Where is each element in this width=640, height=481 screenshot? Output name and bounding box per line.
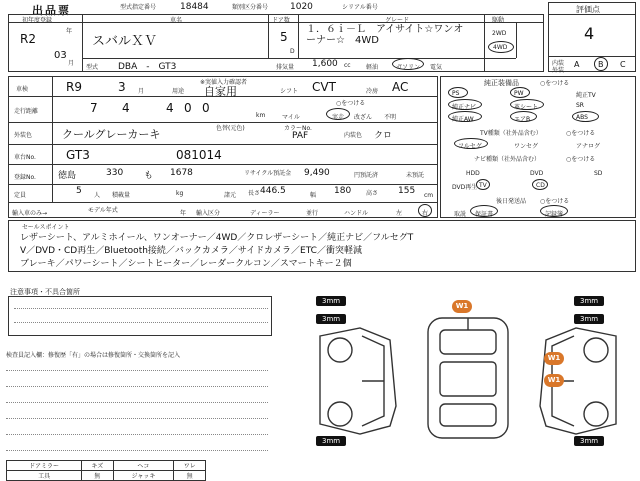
equipment-item: ABS [576,114,588,121]
recycle-value: 9,490 [304,168,330,178]
exterior-label: 外装 [552,67,565,74]
length-value: 446.5 [260,186,286,196]
damage-mark-side-1: W1 [544,352,564,365]
table-cell-jack-value: 無 [174,471,206,481]
type-no-value: 18484 [180,2,209,12]
selling-points-title: セールスポイント [22,224,70,231]
chassis-number: 081014 [176,148,222,162]
category-label: 類別区分番号 [232,4,269,11]
color-change-label: 色替(元色) [216,125,245,132]
selling-point-line-3: ブレーキ／パワーシート／シートヒーター／レーダークルコン／スマートキー２個 [20,259,352,269]
mileage-unit: km [256,112,266,119]
chassis-code: GT3 [66,148,90,162]
table-header-dent: ヘコ [113,461,174,471]
exterior-color-value: クールグレーカーキ [62,128,161,141]
table-header-crack: ワレ [174,461,206,471]
notes-area [8,296,272,336]
doors-label: ドア数 [272,17,290,24]
table-cell-tools-value: 無 [82,471,113,481]
model-code-value: DBA - GT3 [118,62,177,72]
scratch-tag-mid-left: 3mm [316,314,346,324]
mileage-status-unknown: 不明 [384,114,397,121]
mileage-digit-5: 0 [202,101,210,115]
registration-label: 登録No. [14,174,36,181]
handle-left: 左 [396,210,403,217]
doors-suffix: D [290,48,295,55]
equipment-item: SR [576,102,584,109]
height-label: 高さ [366,190,379,197]
score-value: 4 [584,24,595,43]
tv-fullseg: フルセグ [458,143,482,150]
color-no-value: PAF [292,131,309,141]
car-name-label: 車名 [170,17,183,24]
equipment-item: 純正TV [576,92,596,99]
doors-value: 5 [280,30,288,44]
fuel-electric: 電気 [430,64,443,71]
chassis-label: 車台No. [14,154,36,161]
color-no-label: カラーNo. [284,125,312,132]
scratch-tag-bottom-left: 3mm [316,436,346,446]
fuel-diesel: 軽油 [366,64,379,71]
grade-value: １．６ｉ－Ｌ アイサイト☆ワンオーナー☆ 4WD [306,24,464,46]
ac-value: AC [392,80,409,94]
interior-color-value: クロ [374,131,393,141]
nav-hdd: HDD [466,170,480,177]
registration-hiragana: も [144,171,154,181]
equipment-item: エアB [514,116,531,123]
mileage-digit-2: 4 [122,101,130,115]
import-type-label: 輸入区分 [196,210,221,217]
drive-4wd: 4WD [493,44,508,51]
equipment-item: 革シート [514,104,539,111]
car-name-value: スバルＸＶ [92,34,158,49]
scratch-tag-mid-right: 3mm [574,314,604,324]
equipment-item: PS [452,90,460,97]
first-reg-era: R2 [20,32,36,46]
nav-dvd: DVD [530,170,544,177]
equipment-title: 純正装備品 [484,79,519,87]
registration-region: 徳島 [58,171,77,181]
damage-mark-side-2: W1 [544,374,564,387]
nav-cd: CD [536,182,545,189]
tv-title: TV種類（社外品含む） [480,130,542,137]
scratch-tag-top-left: 3mm [316,296,346,306]
usage-header: ※実値入力確認者 [200,79,248,86]
drive-label: 駆動 [492,17,505,24]
interior-label: 内装 [552,60,565,67]
mileage-label: 走行距離 [14,108,39,115]
sheet-title: 出品票 [32,4,71,17]
nav-dvd-play: DVD再生 [452,184,478,191]
displacement-unit: cc [344,62,351,69]
height-value: 155 [398,186,416,196]
damage-mark-front: W1 [452,300,472,313]
nav-note: ○をつける [566,156,596,163]
bottom-table [6,460,206,481]
scratch-tag-top-right: 3mm [574,296,604,306]
displacement-label: 排気量 [276,64,295,71]
inspection-era: R9 [66,80,82,94]
mileage-digit-4: 0 [184,101,192,115]
first-reg-month: 03 [54,50,67,61]
car-diagram [300,296,636,456]
import-label: 輸入車のみ→ [12,210,48,217]
first-reg-year-suffix: 年 [66,28,73,35]
usage-value: 自家用 [204,85,237,98]
aftermarket-note: ○をつける [540,198,570,205]
first-reg-label: 初年度登録 [22,17,53,24]
model-year-suffix: 年 [180,210,187,217]
aftermarket-warranty: 保証書 [475,211,494,218]
table-header-mirror: ドアミラー [7,461,82,471]
width-value: 180 [334,186,352,196]
recycle-pending: 未預託 [406,172,425,179]
capacity-label: 定員 [14,192,27,199]
interior-color-label: 内装色 [344,132,363,139]
inspector-note: 検査員記入欄：修復歴「有」の場合は修復箇所・交換箇所を記入 [6,352,181,359]
load-label: 積載量 [112,192,131,199]
selling-point-line-1: レザーシート、アルミホイール、ワンオーナー／4WD／クロレザーシート／純正ナビ／フルセグT [20,233,414,243]
type-no-label: 型式指定番号 [120,4,157,11]
handle-right: 右 [422,210,429,217]
mileage-status-mile: マイル [282,114,300,121]
length-label: 長さ [248,190,261,197]
dimensions-label: 諸元 [224,192,237,199]
import-dealer: ディーラー [250,210,280,217]
dimensions-unit: cm [424,192,434,199]
table-header-scratch: キズ [82,461,113,471]
fuel-gasoline: ガソリン [396,64,421,71]
usage-label: 用途 [172,88,185,95]
capacity-unit: 人 [94,192,101,199]
nav-sd: SD [594,170,603,177]
inspection-month: 3 [118,80,126,94]
first-reg-month-suffix: 月 [68,60,75,67]
mileage-digit-1: 7 [90,101,98,115]
interior-grade-c: C [620,60,626,69]
handle-label: ハンドル [344,210,369,217]
aftermarket-record: 記録簿 [545,211,564,218]
shift-label: シフト [280,88,299,95]
equipment-note: ○をつける [540,80,570,87]
aftermarket-manual: 取説 [454,211,467,218]
equipment-item: PW [514,90,524,97]
mileage-status-actual: 実走 [332,114,345,121]
import-parallel: 並行 [306,210,319,217]
recycle-label: リサイクル預託金 [244,170,292,177]
scratch-tag-bottom-right: 3mm [574,436,604,446]
table-cell-tools: 工具 [7,471,82,481]
inspection-month-suffix: 月 [138,88,145,95]
tv-analog: アナログ [576,143,601,150]
registration-class: 330 [106,168,124,178]
drive-2wd: 2WD [492,30,507,37]
registration-number: 1678 [170,168,193,178]
load-unit: kg [176,190,184,197]
exterior-color-label: 外装色 [14,132,33,139]
ac-label: 冷房 [366,88,379,95]
capacity-value: 5 [76,186,82,196]
mileage-status-header: ○をつける [336,100,366,107]
interior-grade-b: B [598,60,604,69]
width-label: 幅 [310,192,317,199]
score-label: 評価点 [576,5,600,14]
interior-grade-a: A [574,60,580,69]
tv-oneseg: ワンセグ [514,143,539,150]
inspection-label: 車検 [16,86,29,93]
notes-title: 注意事項・不具合箇所 [10,288,80,296]
aftermarket-title: 後日発送品 [496,198,527,205]
table-cell-jack: ジャッキ [113,471,174,481]
model-code-label: 型式 [86,64,99,71]
recycle-unit: 円預託済 [354,172,379,179]
selling-point-line-2: V／DVD・CD再生／Bluetooth接続／バックカメラ／サイドカメラ／ETC／衝突軽減 [20,246,362,256]
mileage-digit-3: 4 [166,101,174,115]
shift-value: CVT [312,80,336,94]
equipment-item: 純正ナビ [452,104,477,111]
mileage-status-tampered: 改ざん [354,114,373,121]
serial-label: シリアル番号 [342,4,378,11]
grade-label: グレード [385,17,410,24]
tv-note: ○をつける [566,130,596,137]
nav-tv: TV [479,182,487,189]
displacement-value: 1,600 [312,59,338,69]
model-year-label: モデル年式 [88,207,118,214]
nav-title: ナビ種類（社外品含む） [474,156,541,163]
equipment-item: 純正AW [452,116,474,123]
category-value: 1020 [290,2,313,12]
